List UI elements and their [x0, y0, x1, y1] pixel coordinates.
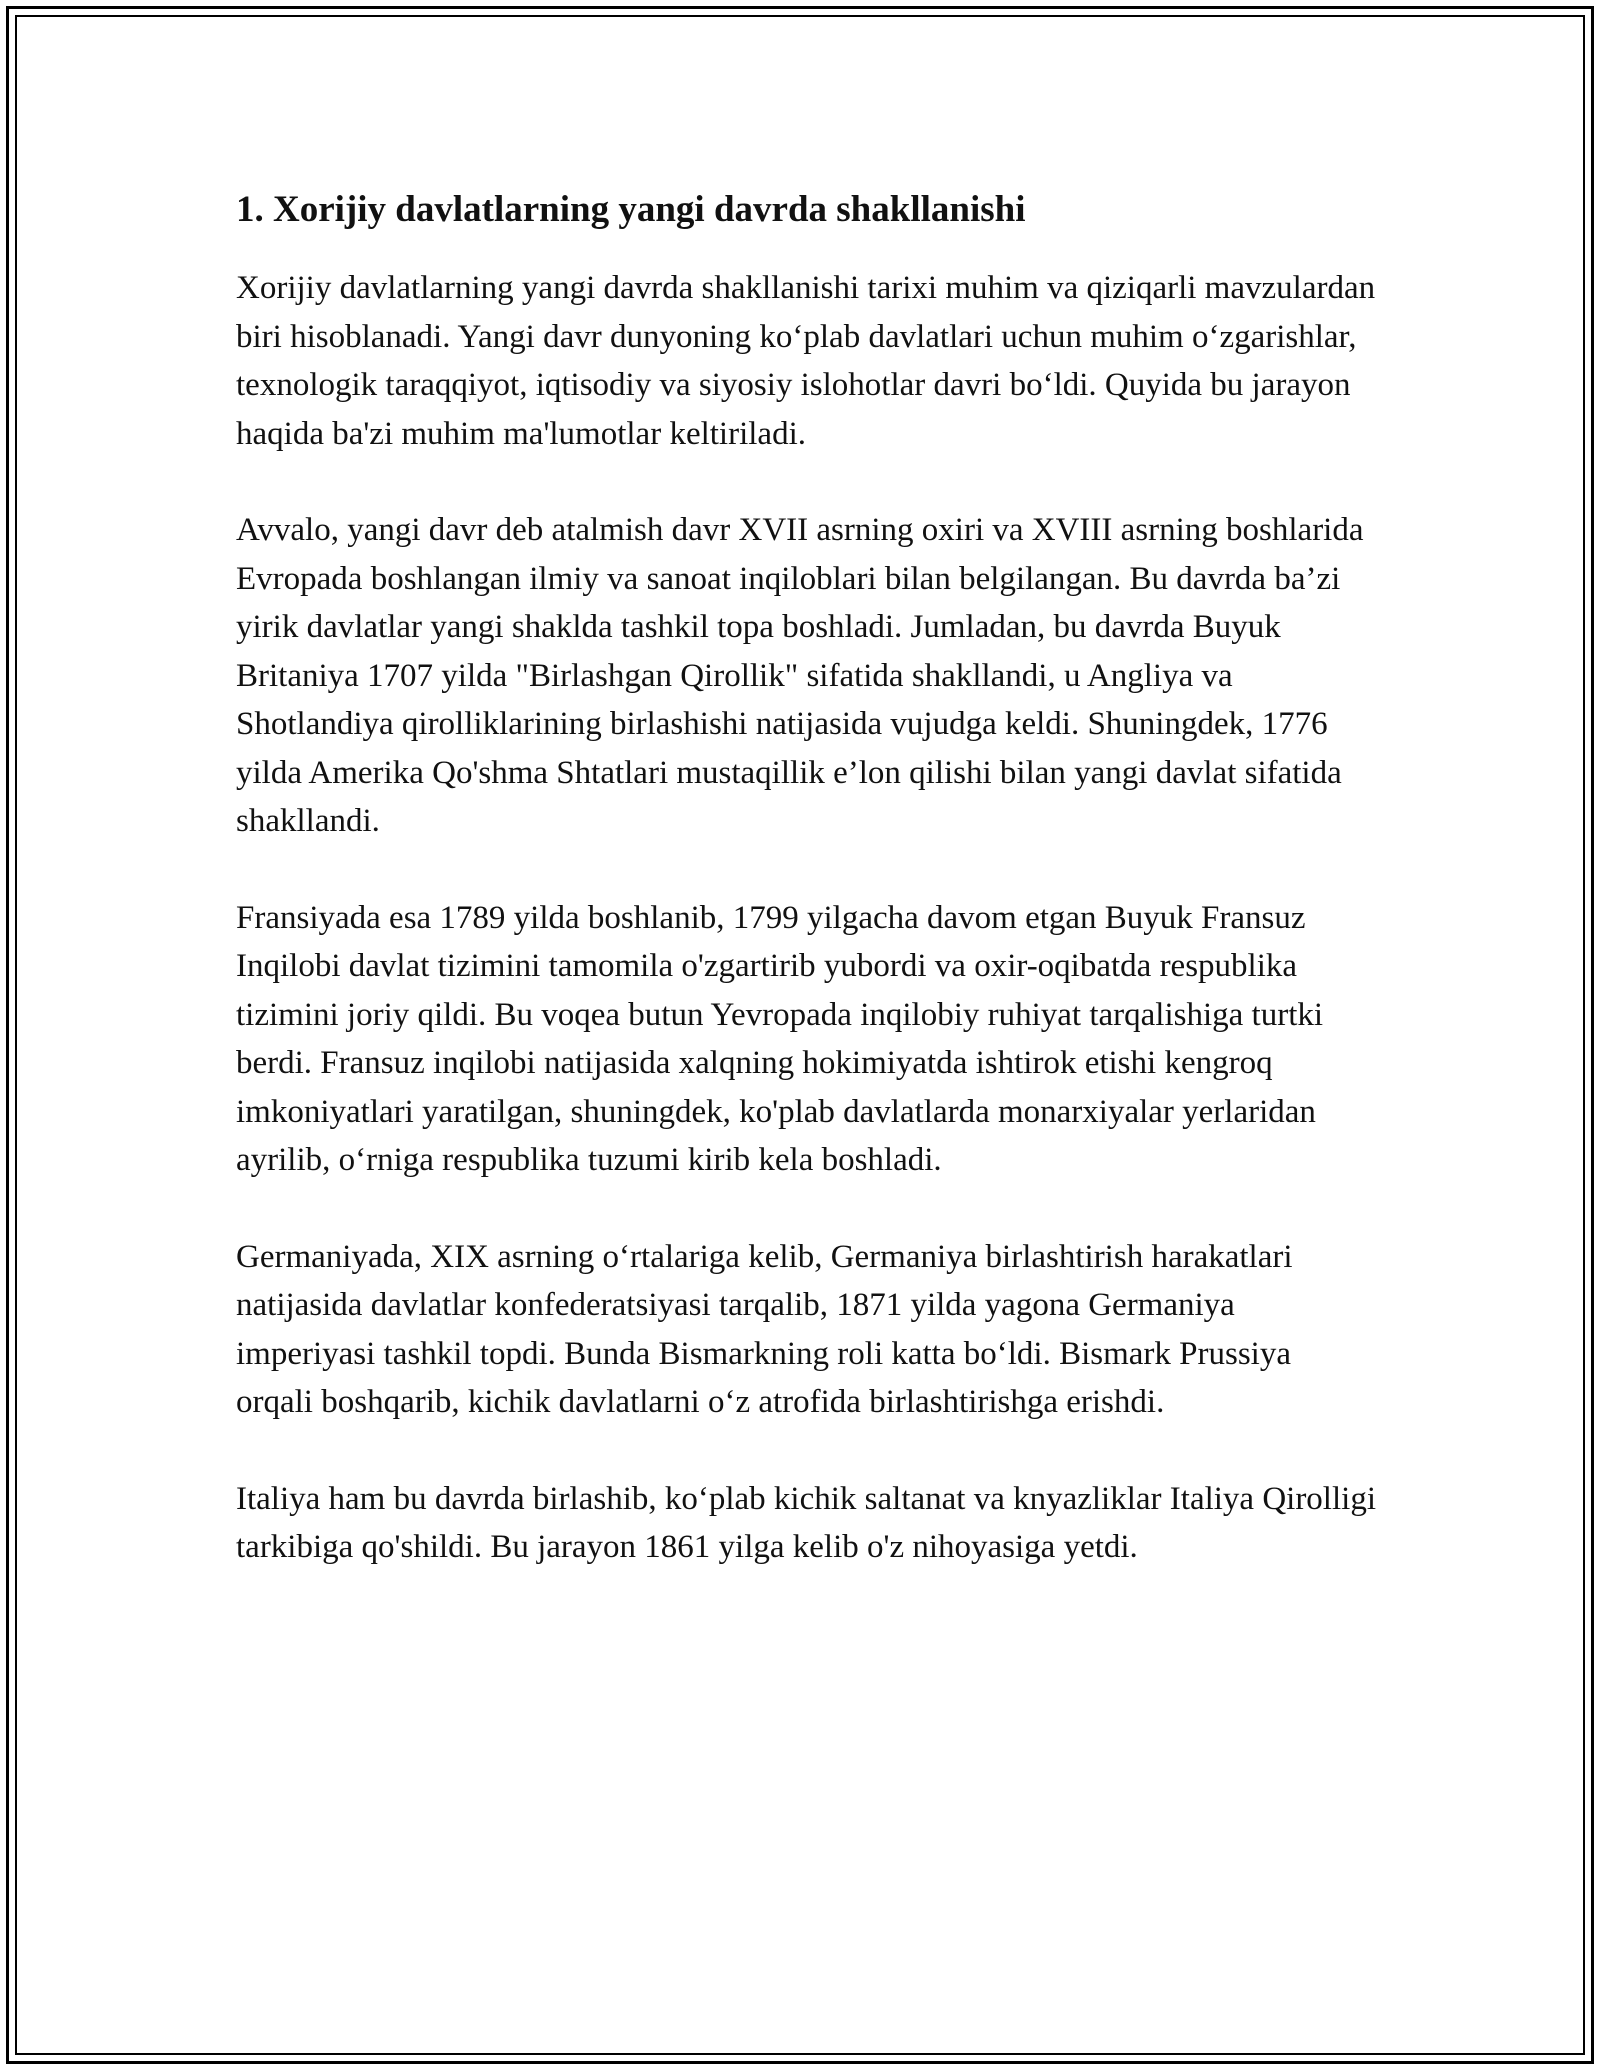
paragraph-france: Fransiyada esa 1789 yilda boshlanib, 1799 yilgacha davom etgan Buyuk Fransuz Inqilobi davlat tizimini tamomila o'zgartirib yubordi va oxir-oqibatda respublika tizimini joriy qildi. Bu voqea butun Yevropada inqilobiy ruhiyat tarqalishiga turtki berdi. Fransuz inqilobi natijasida xalqning hokimiyatda ishtirok etishi kengroq imkoniyatlari yaratilgan, shuningdek, ko'plab davlatlarda monarxiyalar yerlaridan ayrilib, oʻrniga respublika tuzumi kirib kela boshladi.: [236, 899, 1324, 1178]
document-body: [236, 186, 1376, 1620]
paragraph-new-era: Avvalo, yangi davr deb atalmish davr XVII asrning oxiri va XVIII asrning boshlarida Evropada boshlangan ilmiy va sanoat inqiloblari bilan belgilangan. Bu davrda ba’zi yirik davlatlar yangi shaklda tashkil topa boshladi. Jumladan, bu davrda Buyuk Britaniya 1707 yilda "Birlashgan Qirollik" sifatida shakllandi, u Angliya va Shotlandiya qirolliklarining birlashishi natijasida vujudga keldi. Shuningdek, 1776 yilda Amerika Qo'shma Shtatlari mustaqillik e’lon qilishi bilan yangi davlat sifatida shakllandi.: [236, 512, 1364, 839]
paragraph-italy: Italiya ham bu davrda birlashib, koʻplab kichik saltanat va knyazliklar Italiya Qirolligi tarkibiga qo'shildi. Bu jarayon 1861 yilga kelib o'z nihoyasiga yetdi.: [236, 1480, 1376, 1565]
paragraph-germany: Germaniyada, XIX asrning oʻrtalariga kelib, Germaniya birlashtirish harakatlari natijasida davlatlar konfederatsiyasi tarqalib, 1871 yilda yagona Germaniya imperiyasi tashkil topdi. Bunda Bismarkning roli katta boʻldi. Bismark Prussiya orqali boshqarib, kichik davlatlarni oʻz atrofida birlashtirishga erishdi.: [236, 1238, 1293, 1420]
paragraph-intro: Xorijiy davlatlarning yangi davrda shakllanishi tarixi muhim va qiziqarli mavzulardan biri hisoblanadi. Yangi davr dunyoning koʻplab davlatlari uchun muhim oʻzgarishlar, texnologik taraqqiyot, iqtisodiy va siyosiy islohotlar davri boʻldi. Quyida bu jarayon haqida ba'zi muhim ma'lumotlar keltiriladi.: [236, 270, 1376, 452]
document-heading: 1. Xorijiy davlatlarning yangi davrda shakllanishi: [236, 189, 1026, 230]
